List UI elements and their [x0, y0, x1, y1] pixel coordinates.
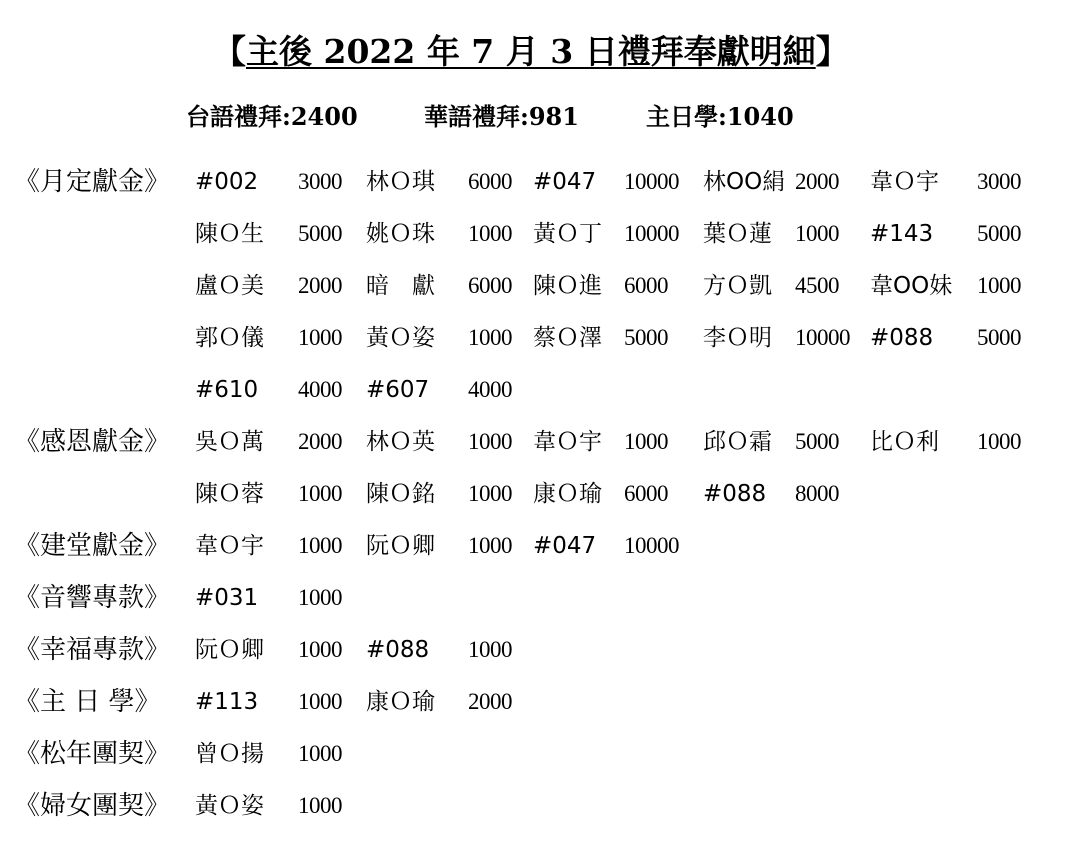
attendance-taiwanese-service: 台語禮拜:2400 [186, 102, 358, 131]
offering-amount: 3000 [298, 169, 342, 194]
offering-amount: 1000 [298, 481, 342, 506]
offering-amount: 1000 [298, 793, 342, 818]
offering-amount: 1000 [298, 689, 342, 714]
offering-amount: 10000 [624, 533, 679, 558]
donor-name: 韋OO妹 [870, 273, 953, 299]
offering-amount: 1000 [298, 533, 342, 558]
offering-amount: 1000 [977, 273, 1021, 298]
donor-name: #610 [195, 377, 259, 403]
offering-amount: 6000 [468, 273, 512, 298]
donor-name: #088 [366, 637, 430, 663]
donor-name: 黃Ｏ姿 [195, 793, 264, 819]
donor-name: 盧Ｏ美 [195, 273, 264, 299]
offering-amount: 4000 [468, 377, 512, 402]
donor-name: 林Ｏ英 [366, 429, 435, 455]
donor-name: 李Ｏ明 [703, 325, 772, 351]
donor-name: #047 [533, 533, 597, 559]
offering-amount: 5000 [977, 325, 1021, 350]
offering-amount: 1000 [298, 741, 342, 766]
offering-amount: 10000 [624, 221, 679, 246]
offering-amount: 1000 [468, 481, 512, 506]
donor-name: 林Ｏ琪 [366, 169, 435, 195]
offering-amount: 4000 [298, 377, 342, 402]
donor-name: #088 [870, 325, 934, 351]
donor-name: 陳Ｏ銘 [366, 481, 435, 507]
offering-amount: 1000 [468, 221, 512, 246]
donor-name: #031 [195, 585, 259, 611]
offering-amount: 1000 [298, 585, 342, 610]
donor-name: 郭Ｏ儀 [195, 325, 264, 351]
offering-amount: 8000 [795, 481, 839, 506]
offering-amount: 1000 [795, 221, 839, 246]
offering-amount: 2000 [298, 429, 342, 454]
offering-amount: 1000 [977, 429, 1021, 454]
offering-amount: 5000 [977, 221, 1021, 246]
donor-name: 方Ｏ凱 [703, 273, 772, 299]
donor-name: 暗 獻 [366, 273, 435, 299]
offering-amount: 10000 [795, 325, 850, 350]
offering-amount: 2000 [795, 169, 839, 194]
donor-name: 曾Ｏ揚 [195, 741, 264, 767]
donor-name: 黃Ｏ姿 [366, 325, 435, 351]
document-title [213, 30, 849, 74]
attendance-sunday-school: 主日學:1040 [646, 102, 794, 131]
offering-amount: 10000 [624, 169, 679, 194]
offering-amount: 6000 [624, 481, 668, 506]
offering-amount: 2000 [298, 273, 342, 298]
donor-name: 韋Ｏ宇 [195, 533, 264, 559]
donor-name: 康Ｏ瑜 [533, 481, 602, 507]
donor-name: 陳Ｏ進 [533, 273, 602, 299]
offering-amount: 3000 [977, 169, 1021, 194]
donor-name: 蔡Ｏ澤 [533, 325, 602, 351]
offering-amount: 1000 [468, 533, 512, 558]
donor-name: 陳Ｏ生 [195, 221, 264, 247]
donor-name: #002 [195, 169, 259, 195]
attendance-mandarin-service: 華語禮拜:981 [424, 102, 579, 131]
title-close-bracket: 】 [815, 32, 849, 71]
offering-amount: 6000 [468, 169, 512, 194]
donor-name: 吳Ｏ萬 [195, 429, 264, 455]
offering-amount: 1000 [468, 429, 512, 454]
offering-amount: 1000 [468, 325, 512, 350]
donor-name: 韋Ｏ宇 [533, 429, 602, 455]
donor-name: #047 [533, 169, 597, 195]
offering-category-label: 《音響專款》 [14, 583, 171, 613]
donor-name: 姚Ｏ珠 [366, 221, 435, 247]
offering-category-label: 《幸福專款》 [14, 635, 171, 665]
donor-name: 陳Ｏ蓉 [195, 481, 264, 507]
offering-amount: 1000 [624, 429, 668, 454]
donor-name: 韋Ｏ宇 [870, 169, 939, 195]
donor-name: 阮Ｏ卿 [195, 637, 264, 663]
offering-amount: 1000 [298, 325, 342, 350]
title-open-bracket: 【 [213, 32, 246, 71]
donor-name: 葉Ｏ蓮 [703, 221, 772, 247]
offering-category-label: 《婦女團契》 [14, 791, 171, 821]
donor-name: #607 [366, 377, 430, 403]
donor-name: #113 [195, 689, 259, 715]
donor-name: 黃Ｏ丁 [533, 221, 602, 247]
donor-name: 林OO絹 [703, 169, 786, 195]
donor-name: 康Ｏ瑜 [366, 689, 435, 715]
offering-amount: 5000 [624, 325, 668, 350]
offering-category-label: 《建堂獻金》 [14, 531, 171, 561]
donor-name: #088 [703, 481, 767, 507]
offering-amount: 1000 [298, 637, 342, 662]
offering-amount: 2000 [468, 689, 512, 714]
offering-category-label: 《主 日 學》 [14, 687, 161, 717]
offering-amount: 4500 [795, 273, 839, 298]
offering-category-label: 《月定獻金》 [14, 167, 171, 197]
donor-name: 比Ｏ利 [870, 429, 939, 455]
offering-amount: 1000 [468, 637, 512, 662]
offering-category-label: 《松年團契》 [14, 739, 171, 769]
offering-category-label: 《感恩獻金》 [14, 427, 171, 457]
donor-name: 阮Ｏ卿 [366, 533, 435, 559]
donor-name: 邱Ｏ霜 [703, 429, 772, 455]
offering-amount: 6000 [624, 273, 668, 298]
donor-name: #143 [870, 221, 934, 247]
offering-amount: 5000 [795, 429, 839, 454]
title-text: 主後 2022 年 7 月 3 日禮拜奉獻明細 [246, 32, 816, 71]
offering-amount: 5000 [298, 221, 342, 246]
